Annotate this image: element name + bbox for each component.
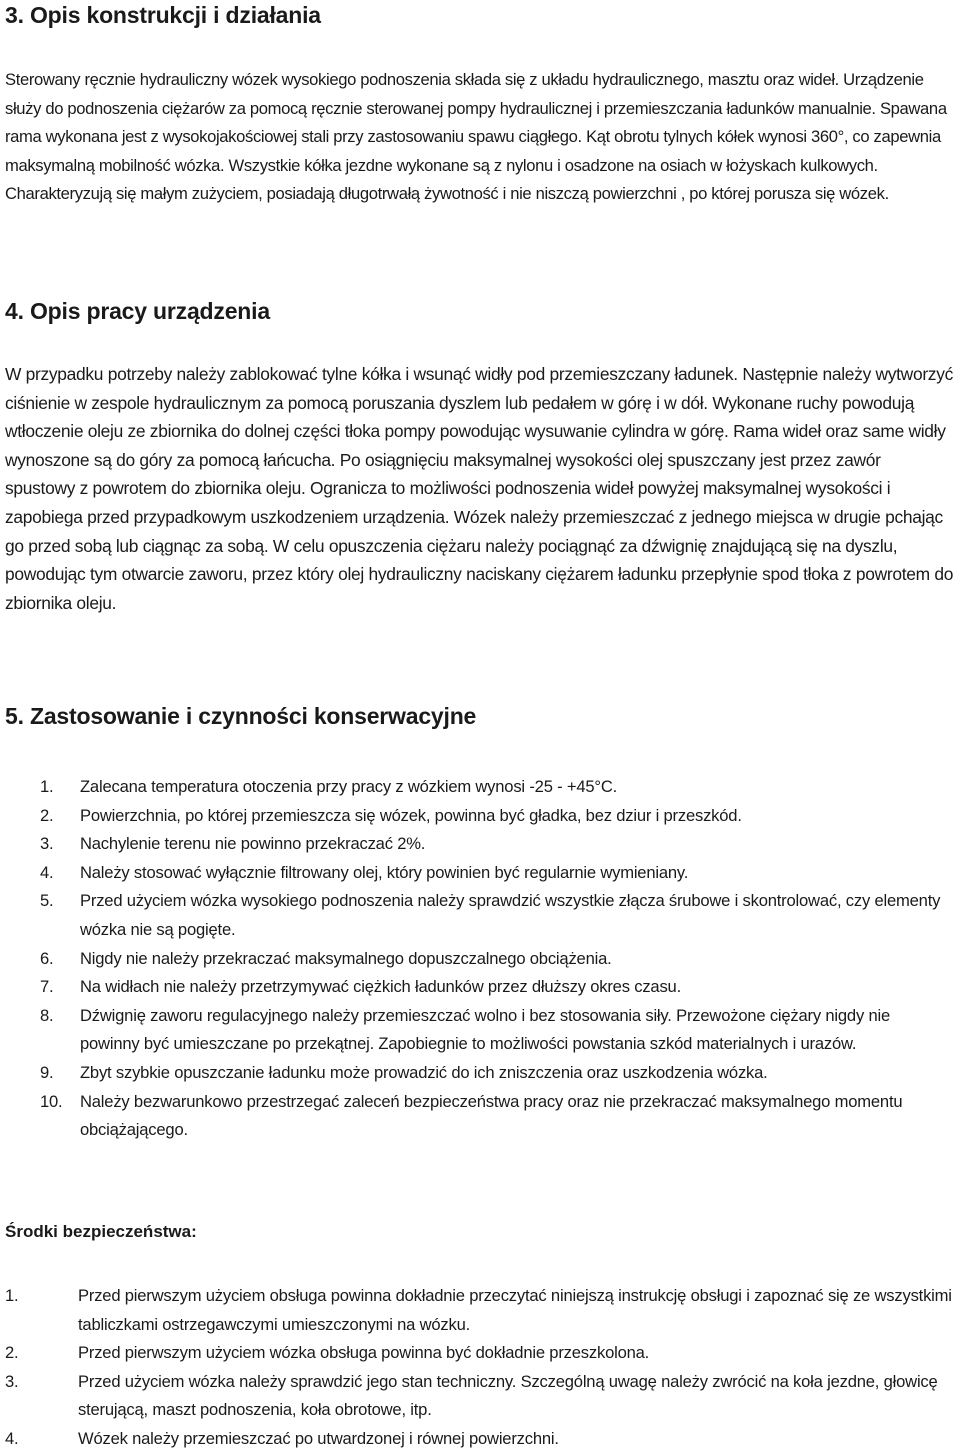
list-item: 4. Wózek należy przemieszczać po utwardzonej i równej powierzchni. <box>5 1428 559 1448</box>
section-3-paragraph: Sterowany ręcznie hydrauliczny wózek wysokiego podnoszenia składa się z układu hydraulicznego, masztu oraz wideł. Urządzenie służy do podnoszenia ciężarów za pomocą ręcznie sterowanej pompy hydraulicznej i przemieszczania ładunków manualnie. Spawana rama wykonana jest z wysokojakościowej stali przy zastosowaniu spawu ciągłego. Kąt obrotu tylnych kółek wynosi 360°, co zapewnia maksymalną mobilność wózka. Wszystkie kółka jezdne wykonane są z nylonu i osadzone na osiach w łożyskach kulkowych. Charakteryzują się małym zużyciem, posiadają długotrwałą żywotność i nie niszczą powierzchni , po której porusza się wózek. <box>5 70 947 204</box>
list-item: 1. Przed pierwszym użyciem obsługa powinna dokładnie przeczytać niniejszą instrukcję obsługi i zapoznać się ze wszystkimi tabliczkami ostrzegawczymi umieszczonymi na wózku. <box>5 1286 952 1334</box>
list-item: 4. Należy stosować wyłącznie filtrowany olej, który powinien być regularnie wymieniany. <box>40 862 689 882</box>
list-item: 7. Na widłach nie należy przetrzymywać ciężkich ładunków przez dłuższy okres czasu. <box>40 977 681 997</box>
safety-list <box>5 1282 960 1454</box>
maintenance-list <box>40 773 950 1145</box>
list-item: 1. Zalecana temperatura otoczenia przy pracy z wózkiem wynosi -25 - +45°C. <box>40 777 618 796</box>
safety-heading: Środki bezpieczeństwa: <box>5 1222 197 1241</box>
list-item: 3. Nachylenie terenu nie powinno przekraczać 2%. <box>40 834 426 854</box>
list-item: 8. Dźwignię zaworu regulacyjnego należy przemieszczać wolno i bez stosowania siły. Przewożone ciężary nigdy nie powinny być umieszczane po przekątnej. Zapobiegnie to możliwości powstania szkód materialnych i urazów. <box>40 1005 891 1054</box>
list-item: 9. Zbyt szybkie opuszczanie ładunku może prowadzić do ich zniszczenia oraz uszkodzenia wózka. <box>40 1062 768 1082</box>
list-item: 3. Przed użyciem wózka należy sprawdzić jego stan techniczny. Szczególną uwagę należy zwrócić na koła jezdne, głowicę sterującą, maszt podnoszenia, koła obrotowe, itp. <box>5 1371 938 1420</box>
section-4-paragraph: W przypadku potrzeby należy zablokować tylne kółka i wsunąć widły pod przemieszczany ładunek. Następnie należy wytworzyć ciśnienie w zespole hydraulicznym za pomocą poruszania dyszlem lub pedałem w górę i w dół. Wykonane ruchy powodują wtłoczenie oleju ze zbiornika do dolnej części tłoka pompy powodując wysuwanie cylindra w górę. Rama wideł oraz same widły wynoszone są do góry za pomocą łańcucha. Po osiągnięciu maksymalnej wysokości olej spuszczany jest przez zawór spustowy z powrotem do zbiornika oleju. Ogranicza to możliwości podnoszenia wideł powyżej maksymalnej wysokości i zapobiega przed przypadkowym uszkodzeniem urządzenia. Wózek należy przemieszczać z jednego miejsca w drugie pchając go przed sobą lub ciągnąc za sobą. W celu opuszczenia ciężaru należy pociągnąć za dźwignię znajdującą się na dyszlu, powodując tym otwarcie zaworu, przez który olej hydrauliczny naciskany ciężarem ładunku przepłynie spod tłoka z powrotem do zbiornika oleju. <box>5 364 954 613</box>
list-item: 5. Przed użyciem wózka wysokiego podnoszenia należy sprawdzić wszystkie złącza śrubowe i skontrolować, czy elementy wózka nie są pogięte. <box>40 891 941 939</box>
section-4-heading: 4. Opis pracy urządzenia <box>5 298 270 324</box>
section-3-heading: 3. Opis konstrukcji i działania <box>5 2 321 28</box>
section-5-heading: 5. Zastosowanie i czynności konserwacyjne <box>5 703 477 729</box>
list-item: 2. Przed pierwszym użyciem wózka obsługa powinna być dokładnie przeszkolona. <box>5 1343 650 1363</box>
list-item: 6. Nigdy nie należy przekraczać maksymalnego dopuszczalnego obciążenia. <box>40 948 612 968</box>
list-item: 2. Powierzchnia, po której przemieszcza się wózek, powinna być gładka, bez dziur i przeszkód. <box>40 805 742 825</box>
list-item: 10. Należy bezwarunkowo przestrzegać zaleceń bezpieczeństwa pracy oraz nie przekraczać maksymalnego momentu obciążającego. <box>40 1091 903 1140</box>
